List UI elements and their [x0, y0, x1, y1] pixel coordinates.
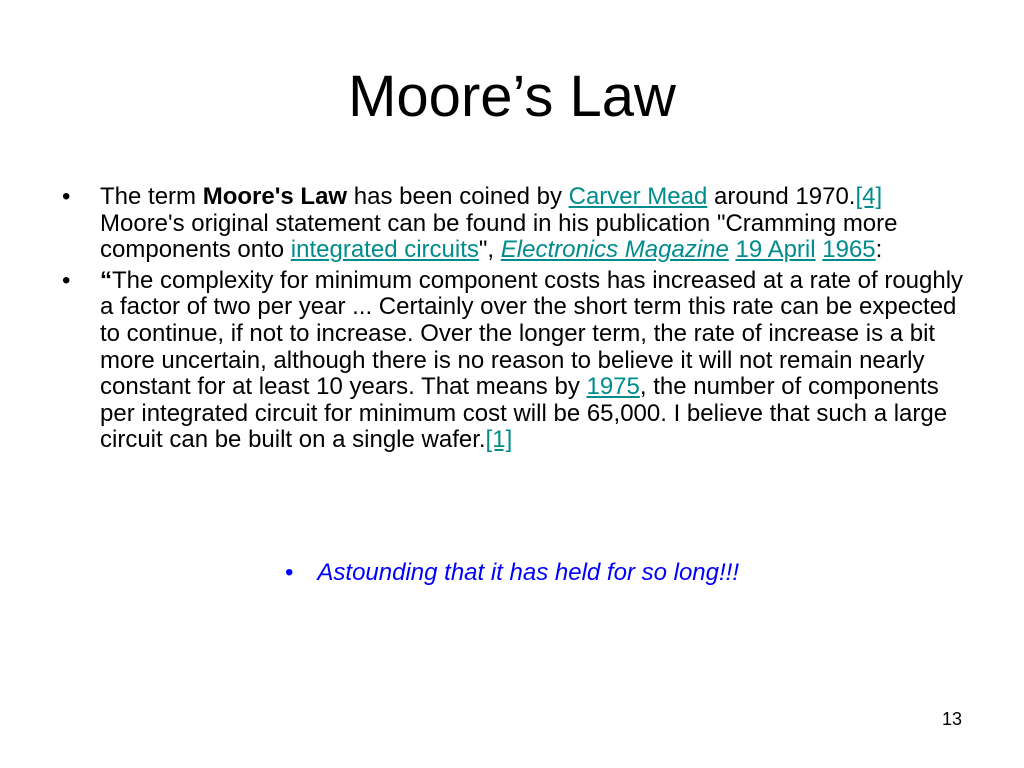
bullet-marker: •: [284, 559, 294, 586]
bullet-text: Moore's original statement can be found in his publication "Cramming more components onto: [100, 209, 898, 264]
bullet-marker: •: [62, 183, 71, 210]
bullet-text: The term: [100, 183, 203, 210]
citation-link-4[interactable]: [4]: [855, 183, 883, 210]
bullet-list: [62, 184, 972, 458]
bullet-text: ",: [478, 236, 501, 264]
bullet-text: :: [875, 236, 883, 264]
link-carver-mead[interactable]: Carver Mead: [568, 183, 708, 210]
link-1975[interactable]: 1975: [586, 373, 640, 401]
link-electronics-magazine[interactable]: Electronics Magazine: [500, 236, 729, 264]
link-19-april[interactable]: 19 April: [735, 236, 816, 264]
bullet-text: [729, 236, 736, 263]
bullet-marker: •: [62, 266, 71, 294]
bullet-text: around 1970.: [707, 183, 856, 210]
link-1965[interactable]: 1965: [822, 236, 876, 264]
closing-remark: [0, 558, 1024, 588]
link-integrated-circuits[interactable]: integrated circuits: [290, 236, 479, 264]
bullet-item-moore-quote: [62, 268, 972, 454]
bullet-item-moores-law-origin: [62, 184, 972, 264]
bullet-text: The complexity for minimum component costs has increased at a rate of roughly a factor of two per year ... Certainly over the short term this rate can be expected to continue, if not to increase. Over the longer term, the rate of increase is a bit more uncertain, although there is no reason to believe it will not remain nearly constant for at least 10 years. That means by: [100, 266, 964, 401]
closing-remark-text: Astounding that it has held for so long!!!: [317, 559, 739, 586]
page-number: 13: [941, 709, 962, 729]
bullet-text: has been coined by: [347, 183, 569, 210]
citation-link-1[interactable]: [1]: [485, 426, 513, 454]
bullet-text: , the number of components per integrated circuit for minimum cost will be 65,000. I believe that such a large circuit can be built on a single wafer.: [100, 373, 948, 454]
opening-quote-mark: “: [100, 266, 112, 294]
term-moores-law: Moore's Law: [202, 183, 348, 210]
slide-title: Moore’s Law: [348, 64, 676, 129]
